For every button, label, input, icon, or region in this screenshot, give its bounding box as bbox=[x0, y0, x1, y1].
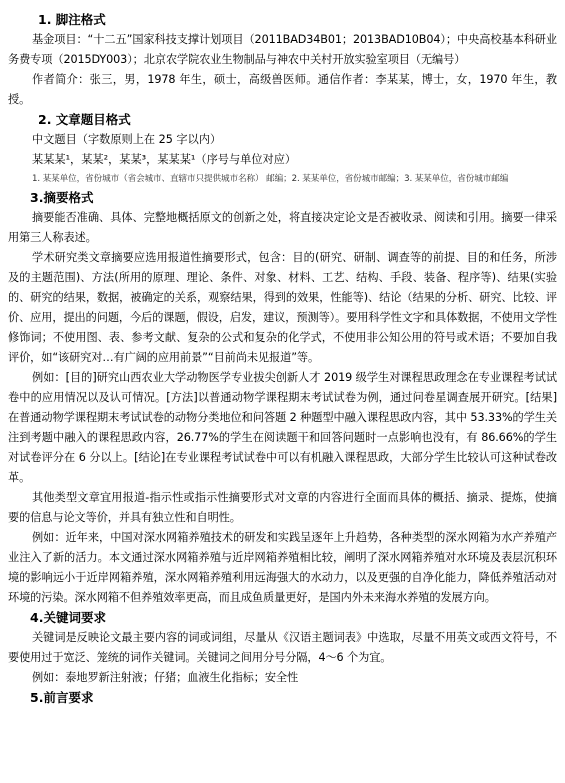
author-intro-paragraph: 作者简介：张三，男，1978 年生，硕士，高级兽医师。通信作者：李某某，博士，女，1970 年生，教授。 bbox=[8, 73, 557, 106]
units-line: 1. 某某单位，省份城市（省会城市、直辖市只提供城市名称） 邮编；2. 某某单位，省份城市邮编；3. 某某单位，省份城市邮编 bbox=[32, 174, 509, 184]
abstract-paragraph-1: 摘要能否准确、具体、完整地概括原文的创新之处，将直接决定论文是否被收录、阅读和引用。摘要一律采用第三人称表述。 bbox=[8, 211, 557, 244]
authors-line: 某某某¹，某某²，某某³，某某某¹（序号与单位对应） bbox=[32, 153, 297, 166]
heading-keywords: 4.关键词要求 bbox=[30, 610, 106, 625]
heading-footnote-format: 1. 脚注格式 bbox=[38, 12, 106, 27]
keywords-example: 例如：泰地罗新注射液；仔猪；血液生化指标；安全性 bbox=[32, 671, 299, 684]
abstract-paragraph-2: 学术研究类文章摘要应选用报道性摘要形式，包含：目的(研究、研制、调查等的前提、目的和任务，所涉及的主题范围)、方法(所用的原理、理论、条件、对象、材料、工艺、结构、手段、装备、程序等)、结果(实验的、研究的结果，数据，被确定的关系，观察结果，得到的效果，性能等)、结论（结果的分析、研究、比较、评价、应用，提出的问题，今后的课题，假设，启发，建议，预测等）。要用科学性文字和具体数据，不使用文学性修饰词；不使用图、表、参考文献、复杂的公式和复杂的化学式，不使用非公知公用的符号或术语；不要加自我评价，如“该研究对…有广阔的应用前景”“目前尚未见报道”等。 bbox=[8, 251, 557, 364]
abstract-paragraph-3: 其他类型文章宜用报道-指示性或指示性摘要形式对文章的内容进行全面而具体的概括、摘录、提炼，使摘要的信息与论文等价，并具有独立性和自明性。 bbox=[8, 491, 557, 524]
fund-paragraph: 基金项目：“十二五”国家科技支撑计划项目（2011BAD34B01；2013BAD10B04）；中央高校基本科研业务费专项（2015DY003）；北京农学院农业生物制品与神农中关村开放实验室项目（无编号） bbox=[8, 33, 557, 66]
abstract-example-1: 例如：[目的]研究山西农业大学动物医学专业拔尖创新人才 2019 级学生对课程思政理念在专业课程考试试卷中的应用情况以及认可情况。[方法]以普通动物学课程期末考试试卷为例，通过问卷星调查展开研究。[结果]在普通动物学课程期末考试试卷的动物分类地位和问答题 2 种题型中融入课程思政内容，其中 53.33%的学生关注到考题中融入的课程思政内容，26.77%的学生在阅读题干和回答问题时一点影响也没有，有 86.66%的学生对试卷评分在 6 分以上。[结论]在专业课程考试试卷中可以有机融入课程思政，大部分学生比较认可这种试卷改革。 bbox=[8, 371, 557, 484]
title-rule-line: 中文题目（字数原则上在 25 字以内） bbox=[32, 133, 222, 146]
abstract-example-2: 例如：近年来，中国对深水网箱养殖技术的研发和实践呈逐年上升趋势，各种类型的深水网箱为水产养殖产业注入了新的活力。本文通过深水网箱养殖与近岸网箱养殖相比较，阐明了深水网箱养殖对水环境及表层沉积环境的影响远小于近岸网箱养殖，深水网箱养殖利用远海强大的水动力，以及更强的自净化能力，降低养殖活动对环境的污染。深水网箱不但养殖效率更高，而且成鱼质量更好，是国内外未来海水养殖的发展方向。 bbox=[8, 531, 557, 604]
heading-title-format: 2. 文章题目格式 bbox=[38, 112, 131, 127]
keywords-paragraph: 关键词是反映论文最主要内容的词或词组，尽量从《汉语主题词表》中选取，尽量不用英文或西文符号，不要使用过于宽泛、笼统的词作关键词。关键词之间用分号分隔，4～6 个为宜。 bbox=[8, 631, 557, 664]
heading-preface: 5.前言要求 bbox=[30, 690, 94, 705]
heading-abstract-format: 3.摘要格式 bbox=[30, 190, 94, 205]
